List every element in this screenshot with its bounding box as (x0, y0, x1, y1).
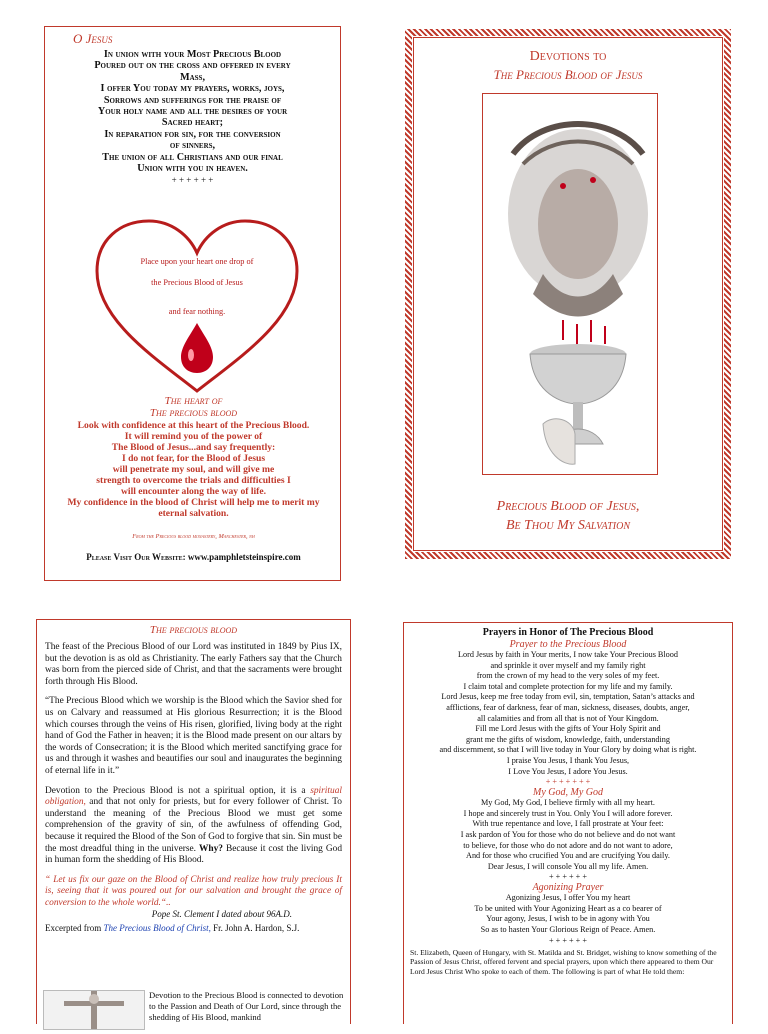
text-span: Excerpted from (45, 923, 102, 934)
website-label: Please Visit Our Website: (86, 552, 186, 562)
prayer-line: With true repentance and love, I fall prostrate at Your feet: (472, 819, 664, 829)
crucifix-icon (44, 991, 144, 1029)
christ-chalice-icon (483, 94, 657, 474)
prayer-line: Your agony, Jesus, I wish to be in agony with You (486, 914, 650, 924)
text-span: and that not only for priests, but for every follower of Christ. To understand the meaning of the Precious Blood we must get some comprehension of the gravity of sin, of the awfulness of offending God, because it required the Blood of the Son of God to forgive that sin. Sin must be the most dreadful thing in the universe. (45, 797, 342, 854)
morning-offering (53, 49, 332, 174)
excerpt-credit (45, 923, 342, 935)
plus-separator: + + + + + + (549, 935, 587, 945)
prayer-title: Agonizing Prayer (532, 882, 604, 894)
cover-caption-line-2: Be Thou My Salvation (505, 518, 631, 533)
offer-line: Union with you in heaven. (137, 163, 248, 175)
plus-separator: + + + + + + (549, 872, 587, 882)
book-title-link[interactable]: The Precious Blood of Christ, (103, 923, 211, 934)
offer-line: In reparation for sin, for the conversion (104, 128, 281, 140)
article-quote-paragraph: “The Precious Blood which we worship is the Blood which the Savior shed for us on Calvary and reassumed at His glorious Resurrection; it is the Blood which courses through the veins of His risen, glorified, living body at the right hand of God the Father in heaven; it is the Blood made present on our altars by the words of Consecration; it is the Blood which merited sanctifying grace for us and through it washes and beautifies our soul and inaugurates the beginning of eternal life in it.” (45, 696, 342, 776)
heart-prayer-line: will penetrate my soul, and will give me (112, 464, 275, 475)
pope-attribution: Pope St. Clement I dated about 96A.D. (151, 909, 292, 920)
christ-with-chalice-image (482, 93, 658, 475)
heart-prayer-line: eternal salvation. (158, 508, 229, 519)
heart-prayer-line: The Blood of Jesus...and say frequently: (111, 442, 276, 453)
heart-graphic (91, 215, 303, 401)
front-panel-o-jesus (44, 26, 341, 581)
prayer-line: and sprinkle it over myself and my family right (490, 660, 646, 670)
prayer-line: To be united with Your Agonizing Heart as a co bearer of (474, 903, 662, 913)
offer-line: Sorrows and sufferings for the praise of (103, 94, 282, 106)
article-paragraph (45, 786, 342, 867)
crucifix-thumbnail-image (43, 990, 145, 1030)
heart-prayer-line: My confidence in the blood of Christ will help me to merit my (67, 497, 320, 508)
text-span: Fr. John A. Hardon, S.J. (213, 923, 300, 934)
prayer-line: And for those who crucified You and are crucifying You daily. (466, 851, 670, 861)
spiritual-obligation-emphasis: spiritual obligation, (45, 785, 342, 808)
prayer-line: all calamities and from all that is not of Your Kingdom. (477, 713, 659, 723)
footer-paragraph: St. Elizabeth, Queen of Hungary, with St. Matilda and St. Bridget, wishing to know something of the Passion of Jesus Christ, offered fervent and special prayers, upon which there appeared to them Our Lord Jesus Christ Who spoke to each of them. The following is part of what He told them: (410, 947, 717, 976)
prayers-panel (403, 622, 733, 1024)
heart-text-line: Place upon your heart one drop of (140, 257, 254, 266)
heart-text-line: the Precious Blood of Jesus (151, 278, 243, 287)
prayer-line: and discernment, so that I will live today in Your Glory by doing what is right. (439, 745, 697, 755)
prayer-line: I Love You Jesus, I adore You Jesus. (508, 766, 628, 776)
prayer-title: My God, My God (533, 787, 603, 799)
offer-line: I offer You today my prayers, works, joys, (100, 83, 285, 95)
prayer-line: afflictions, fear of darkness, fear of man, sickness, diseases, doubts, anger, (446, 702, 690, 712)
heart-title-line: The heart of (164, 395, 223, 407)
prayer-text (410, 893, 726, 935)
article-title: The precious blood (149, 624, 238, 636)
offer-line: Sacred heart; (161, 117, 224, 129)
clement-quote: “ Let us fix our gaze on the Blood of Christ and realize how truly precious It is, seeing that it was poured out for our salvation and brought the grace of conversion to the whole world.“.. (45, 874, 342, 908)
precious-blood-article (36, 619, 351, 1024)
article-paragraph: Devotion to the Precious Blood is connected to devotion to the Passion and Death of Our Lord, since through the shedding of His Blood, mankind (149, 990, 344, 1022)
prayer-line: Lord Jesus by faith in Your merits, I now take Your Precious Blood (458, 650, 678, 659)
prayer-line: from the crown of my head to the very soles of my feet. (476, 671, 660, 681)
heart-prayer-line: will encounter along the way of life. (120, 486, 267, 497)
cover-subtitle: The Precious Blood of Jesus (493, 67, 643, 82)
cover-caption-line-1: Precious Blood of Jesus, (496, 499, 640, 514)
offer-line: Mass, (179, 71, 205, 83)
offer-line: The union of all Christians and our final (102, 151, 283, 163)
article-paragraph: The feast of the Precious Blood of our Lord was instituted in 1849 by Pius IX, but the devotion is as old as Christianity. The early Fathers say that the Church was born from the pierced side of Christ, and that the sacraments were brought forth through His Blood. (45, 642, 342, 687)
offer-line: In union with your Most Precious Blood (103, 49, 282, 60)
text-span: Devotion to the Precious Blood is not a spiritual option, it is a (45, 785, 306, 796)
heart-prayer-line: strength to overcome the trials and difficulties I (96, 475, 291, 486)
plus-separator: + + + + + + + (545, 777, 591, 787)
cover-panel (405, 29, 731, 559)
prayers-heading: Prayers in Honor of The Precious Blood (482, 627, 654, 638)
prayer-text (410, 798, 726, 872)
prayer-line: grant me the gifts of wisdom, knowledge, faith, understanding (466, 734, 670, 744)
website-link[interactable]: www.pamphletsteinspire.com (187, 552, 301, 562)
prayer-line: I ask pardon of You for those who do not believe and do not want (460, 829, 676, 839)
heart-text-line: and fear nothing. (168, 307, 226, 316)
plus-separator: + + + + + + (171, 175, 214, 186)
website-line (45, 552, 342, 562)
prayer-line: to believe, for those who do not adore and do not want to adore, (463, 840, 673, 850)
cover-title: Devotions to (529, 49, 607, 64)
offer-line: of sinners, (169, 140, 216, 152)
heart-title-line: The precious blood (149, 407, 238, 419)
prayer-line: Lord Jesus, keep me free today from evil, sin, temptation, Satan’s attacks and (441, 692, 695, 702)
heart-prayer-line: I do not fear, for the Blood of Jesus (121, 453, 266, 464)
prayer-line: So as to hasten Your Glorious Reign of Peace. Amen. (480, 925, 656, 935)
heart-prayer-line: Look with confidence at this heart of the Precious Blood. (77, 420, 310, 431)
heart-prayer-line: It will remind you of the power of (124, 431, 263, 442)
why-emphasis: Why? (199, 843, 223, 854)
prayer-line: I claim total and complete protection for my life and my family. (463, 681, 673, 691)
monastery-credit: From the Precious blood monastery, Manchester, nh (132, 533, 255, 540)
prayer-text (410, 650, 726, 777)
offer-line: Poured out on the cross and offered in every (94, 60, 291, 72)
prayer-line: Agonizing Jesus, I offer You my heart (505, 893, 631, 903)
heart-prayer (53, 420, 334, 519)
o-jesus-title: O Jesus (73, 31, 113, 46)
prayer-line: I hope and sincerely trust in You. Only You I will adore forever. (463, 808, 673, 818)
prayer-line: My God, My God, I believe firmly with all my heart. (481, 798, 655, 808)
prayer-line: Dear Jesus, I will console You all my life. Amen. (487, 861, 649, 871)
prayer-line: I praise You Jesus, I thank You Jesus, (506, 755, 630, 765)
prayer-line: Fill me Lord Jesus with the gifts of Your Holy Spirit and (475, 724, 661, 734)
text-span: Because it cost the living God in human form the shedding of His Blood. (45, 843, 343, 866)
prayer-title: Prayer to the Precious Blood (509, 639, 627, 650)
offer-line: Your holy name and all the desires of your (97, 106, 288, 118)
heart-section-title (45, 395, 342, 419)
